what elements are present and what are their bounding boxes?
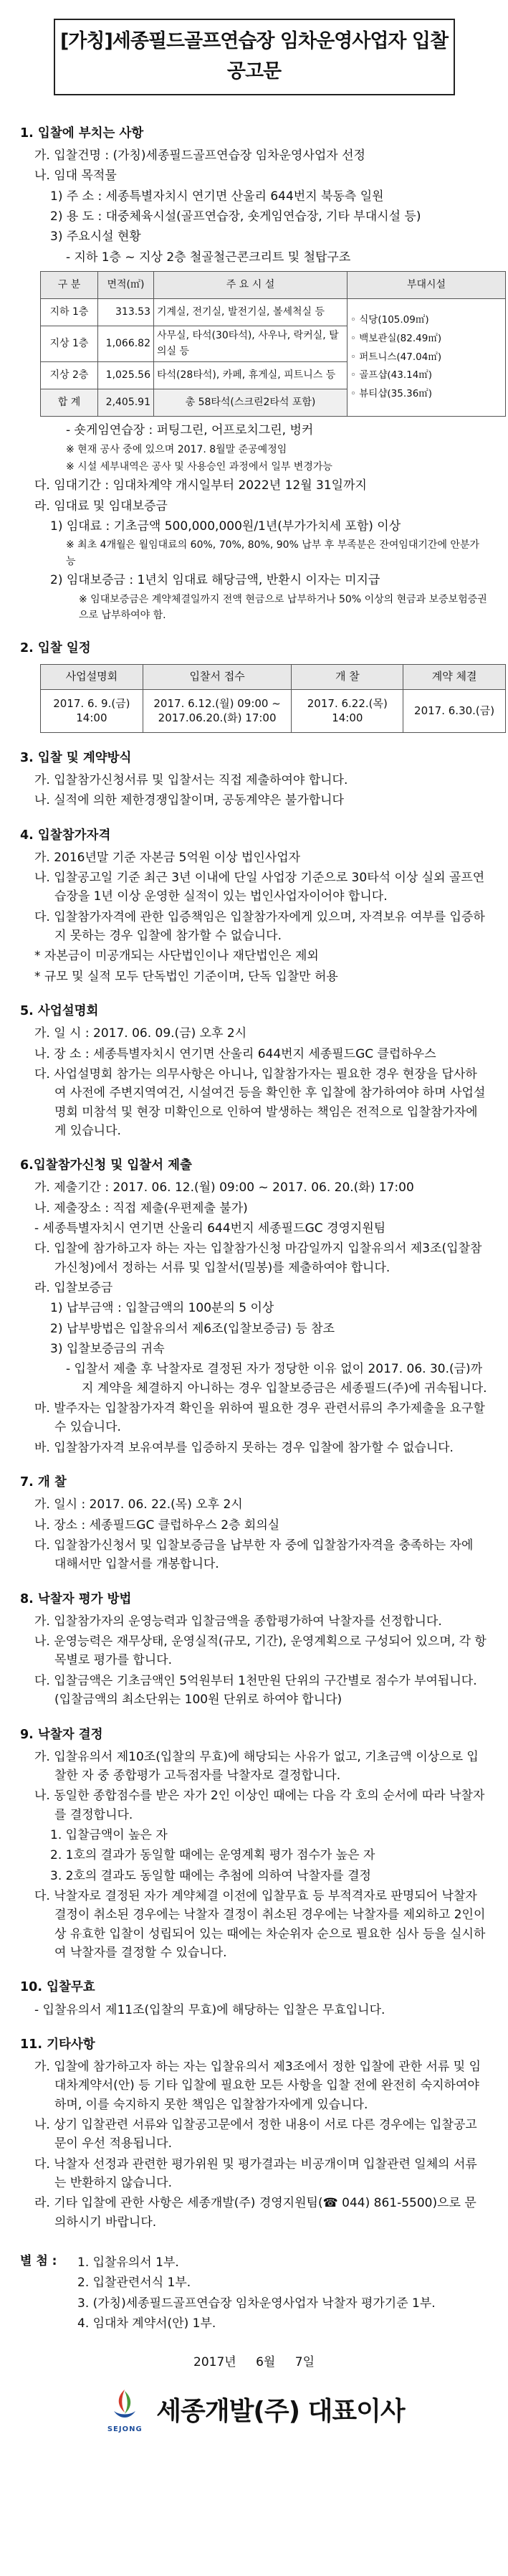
table-header: 주 요 시 설 [154, 271, 348, 298]
table-cell: 2017. 6.30.(금) [403, 689, 506, 732]
paragraph: 나. 임대 목적물 [34, 169, 117, 184]
note: ※ 현재 공사 중에 있으며 2017. 8월말 준공예정임 [66, 443, 287, 455]
paragraph: 2) 임대보증금 : 1년치 임대료 해당금액, 반환시 이자는 미지급 [50, 573, 380, 588]
paragraph: * 규모 및 실적 모두 단독법인 기준이며, 단독 입찰만 허용 [34, 969, 338, 984]
paragraph: 가. 입찰유의서 제10조(입찰의 무효)에 해당되는 사유가 없고, 기초금액 이상으로 입찰한 자 중 종합평가 고득점자를 낙찰자로 결정합니다. [34, 1749, 479, 1783]
paragraph: 나. 상기 입찰관련 서류와 입찰공고문에서 정한 내용이 서로 다른 경우에는 입찰공고문이 우선 적용됩니다. [34, 2118, 477, 2151]
paragraph: 나. 동일한 종합점수를 받은 자가 2인 이상인 때에는 다음 각 호의 순서에 따라 낙찰자를 결정합니다. [34, 1789, 485, 1822]
table-cell: 1,025.56 [98, 362, 154, 389]
section-heading: 10. 입찰무효 [20, 1980, 95, 1995]
paragraph: 3) 주요시설 현황 [50, 229, 141, 245]
paragraph: 다. 입찰참가자격에 관한 입증책임은 입찰참가자에게 있으며, 자격보유 여부를 입증하지 못하는 경우 입찰에 참가할 수 없습니다. [34, 909, 485, 943]
table-cell: 지하 1층 [41, 298, 98, 326]
table-cell: 지상 1층 [41, 326, 98, 361]
paragraph: 가. 입찰에 참가하고자 하는 자는 입찰유의서 제3조에서 정한 입찰에 관한 서류 및 임대차계약서(안) 등 기타 입찰에 필요한 모든 사항을 입찰 전에 완전히 숙지하여야 하며, 이를 숙지하지 못한 책임은 입찰참가자에게 있습니다. [34, 2060, 481, 2112]
paragraph: 라. 입찰보증금 [34, 1281, 113, 1296]
section-9 [20, 1725, 488, 1963]
list-item: ◦ 퍼트니스(47.04㎡) [350, 351, 442, 363]
section-6 [20, 1156, 488, 1457]
schedule-table [40, 664, 506, 732]
table-cell: 합 계 [41, 389, 98, 417]
table-cell: 2,405.91 [98, 389, 154, 417]
paragraph: 마. 발주자는 입찰참가자격 확인을 위하여 필요한 경우 관련서류의 추가제출을 요구할 수 있습니다. [34, 1401, 485, 1435]
appendix-item: 2. 입찰관련서식 1부. [77, 2276, 191, 2291]
paragraph: 가. 입찰참가자의 운영능력과 입찰금액을 종합평가하여 낙찰자를 선정합니다. [34, 1614, 442, 1629]
paragraph: 나. 장 소 : 세종특별자치시 연기면 산울리 644번지 세종필드GC 클럽하우스 [34, 1046, 436, 1061]
table-cell: 2017. 6.22.(목) 14:00 [292, 689, 403, 732]
section-heading: 2. 입찰 일정 [20, 641, 91, 656]
table-header: 계약 체결 [403, 665, 506, 689]
table-cell: 총 58타석(스크린2타석 포함) [154, 389, 348, 417]
paragraph: 2) 용 도 : 대중체육시설(골프연습장, 숏게임연습장, 기타 부대시설 등) [50, 209, 421, 224]
paragraph: 1) 주 소 : 세종특별자치시 연기면 산울리 644번지 북동측 일원 [50, 189, 384, 204]
paragraph: 나. 운영능력은 재무상태, 운영실적(규모, 기간), 운영계획으로 구성되어 있으며, 각 항목별로 평가를 합니다. [34, 1634, 487, 1668]
paragraph: 3. 2호의 결과도 동일할 때에는 추첨에 의하여 낙찰자를 결정 [50, 1868, 371, 1883]
paragraph: - 입찰서 제출 후 낙찰자로 결정된 자가 정당한 이유 없이 2017. 06. 30.(금)까지 계약을 체결하지 아니하는 경우 입찰보증금은 세종필드(주)에 귀속됩니다. [66, 1362, 487, 1396]
paragraph: 나. 실적에 의한 제한경쟁입찰이며, 공동계약은 불가합니다 [34, 793, 344, 808]
paragraph: 1) 납부금액 : 입찰금액의 100분의 5 이상 [50, 1301, 274, 1316]
list-item: ◦ 식당(105.09㎡) [350, 314, 429, 326]
paragraph: 다. 낙찰자 선정과 관련한 평가위원 및 평가결과는 비공개이며 입찰관련 일체의 서류는 반환하지 않습니다. [34, 2156, 477, 2191]
section-heading: 11. 기타사항 [20, 2037, 95, 2052]
paragraph: 다. 임대기간 : 임대차계약 개시일부터 2022년 12월 31일까지 [34, 478, 367, 493]
paragraph: 다. 사업설명회 참가는 의무사항은 아니나, 입찰참가자는 필요한 경우 현장을 답사하여 사전에 주변지역여건, 시설여건 등을 확인한 후 입찰에 참가하여야 하며 사업설명회 미참석 및 현장 미확인으로 인하여 발생하는 책임은 전적으로 입찰참가자에게 있습니다. [34, 1066, 486, 1138]
table-row [41, 689, 506, 732]
paragraph: 2) 납부방법은 입찰유의서 제6조(입찰보증금) 등 참조 [50, 1321, 335, 1336]
table-cell: 1,066.82 [98, 326, 154, 361]
paragraph: 2. 1호의 결과가 동일할 때에는 운영계획 평가 점수가 높은 자 [50, 1848, 375, 1863]
paragraph: 3) 입찰보증금의 귀속 [50, 1342, 165, 1357]
paragraph: 다. 입찰에 참가하고자 하는 자는 입찰참가신청 마감일까지 입찰유의서 제3조(입찰참가신청)에서 정하는 서류 및 입찰서(밀봉)를 제출하여야 합니다. [34, 1241, 482, 1275]
table-header: 사업설명회 [41, 665, 143, 689]
paragraph: 가. 일시 : 2017. 06. 22.(목) 오후 2시 [34, 1497, 243, 1512]
appendix-list [77, 2252, 436, 2334]
issuer-name: 세종개발(주) 대표이사 [156, 2396, 405, 2426]
paragraph: 나. 입찰공고일 기준 최근 3년 이내에 단일 사업장 기준으로 30타석 이상 실외 골프연습장을 1년 이상 운영한 실적이 있는 법인사업자이어야 합니다. [34, 870, 485, 904]
table-cell: 타석(28타석), 카페, 휴게실, 피트니스 등 [154, 362, 348, 389]
section-heading: 8. 낙찰자 평가 방법 [20, 1591, 132, 1606]
appendix-item: 1. 입찰유의서 1부. [77, 2255, 179, 2270]
section-heading: 6.입찰참가신청 및 입찰서 제출 [20, 1158, 192, 1173]
section-heading: 1. 입찰에 부치는 사항 [20, 126, 144, 141]
section-heading: 4. 입찰참가자격 [20, 828, 111, 843]
table-header: 개 찰 [292, 665, 403, 689]
section-5 [20, 1002, 488, 1140]
paragraph: - 숏게임연습장 : 퍼팅그린, 어프로치그린, 벙커 [66, 423, 314, 438]
announcement-date [20, 2353, 488, 2372]
signature-footer [20, 2387, 488, 2437]
section-4 [20, 826, 488, 987]
table-header: 구 분 [41, 271, 98, 298]
date-day: 7일 [294, 2355, 315, 2370]
paragraph: - 세종특별자치시 연기면 산울리 644번지 세종필드GC 경영지원팀 [34, 1221, 386, 1236]
annex-facilities-cell [348, 298, 506, 416]
paragraph: 1. 입찰금액이 높은 자 [50, 1828, 168, 1842]
paragraph: 가. 2016년말 기준 자본금 5억원 이상 법인사업자 [34, 850, 301, 865]
table-cell: 사무실, 타석(30타석), 사우나, 락커실, 탈의실 등 [154, 326, 348, 361]
section-11 [20, 2035, 488, 2232]
paragraph: 나. 제출장소 : 직접 제출(우편제출 불가) [34, 1201, 248, 1216]
date-year: 2017년 [193, 2355, 236, 2370]
paragraph: 다. 입찰금액은 기초금액인 5억원부터 1천만원 단위의 구간별로 점수가 부여됩니다.(입찰금액의 최소단위는 100원 단위로 하여야 합니다) [34, 1673, 477, 1708]
paragraph: 바. 입찰참가자격 보유여부를 입증하지 못하는 경우 입찰에 참가할 수 없습니다. [34, 1440, 454, 1455]
paragraph: 가. 제출기간 : 2017. 06. 12.(월) 09:00 ~ 2017. 06. 20.(화) 17:00 [34, 1180, 414, 1195]
table-cell: 313.53 [98, 298, 154, 326]
sejong-logo-icon [108, 2387, 141, 2423]
note: ※ 최초 4개월은 월임대료의 60%, 70%, 80%, 90% 납부 후 부족분은 잔여임대기간에 안분가능 [66, 539, 480, 567]
note: ※ 시설 세부내역은 공사 및 사용승인 과정에서 일부 변경가능 [66, 460, 332, 473]
table-cell: 2017. 6.12.(월) 09:00 ~ 2017.06.20.(화) 17:00 [143, 689, 292, 732]
note: ※ 임대보증금은 계약체결일까지 전액 현금으로 납부하거나 50% 이상의 현금과 보증보험증권으로 납부하여야 함. [79, 593, 487, 621]
date-month: 6월 [256, 2355, 276, 2370]
logo-text: SEJONG [107, 2425, 143, 2433]
appendix-label: 별 첨 : [20, 2254, 57, 2269]
facility-table [40, 271, 506, 417]
section-8 [20, 1590, 488, 1710]
table-cell: 2017. 6. 9.(금) 14:00 [41, 689, 143, 732]
section-heading: 3. 입찰 및 계약방식 [20, 750, 132, 765]
page-title: [가칭]세종필드골프연습장 임차운영사업자 입찰공고문 [54, 19, 455, 95]
table-cell: 지상 2층 [41, 362, 98, 389]
list-item: ◦ 뷰티샵(35.36㎡) [350, 388, 433, 400]
section-2 [20, 639, 495, 732]
table-header: 입찰서 접수 [143, 665, 292, 689]
table-header: 부대시설 [348, 271, 506, 298]
appendix-item: 4. 임대차 계약서(안) 1부. [77, 2316, 216, 2331]
section-3 [20, 749, 488, 810]
paragraph: 가. 일 시 : 2017. 06. 09.(금) 오후 2시 [34, 1026, 247, 1041]
section-heading: 7. 개 찰 [20, 1475, 67, 1490]
company-logo [103, 2387, 146, 2437]
paragraph: 나. 장소 : 세종필드GC 클럽하우스 2층 회의실 [34, 1517, 280, 1533]
paragraph: 다. 낙찰자로 결정된 자가 계약체결 이전에 입찰무효 등 부적격자로 판명되어 낙찰자 결정이 취소된 경우에는 낙찰자 결정이 취소된 경우에는 낙찰자를 제외하고 2인이상 유효한 입찰이 성립되어 있는 때에는 차순위자 순으로 필요한 심사 등을 실시하여 낙찰자를 결정할 수 있습니다. [34, 1889, 486, 1961]
paragraph: - 입찰유의서 제11조(입찰의 무효)에 해당하는 입찰은 무효입니다. [34, 2002, 385, 2017]
appendix-item: 3. (가칭)세종필드골프연습장 임차운영사업자 낙찰자 평가기준 1부. [77, 2296, 436, 2311]
list-item: ◦ 백보관실(82.49㎡) [350, 333, 442, 345]
paragraph: 가. 입찰건명 : (가칭)세종필드골프연습장 임차운영사업자 선정 [34, 148, 365, 163]
paragraph: * 자본금이 미공개되는 사단법인이나 재단법인은 제외 [34, 949, 319, 964]
paragraph: 가. 입찰참가신청서류 및 입찰서는 직접 제출하여야 합니다. [34, 772, 348, 787]
table-header: 면적(㎡) [98, 271, 154, 298]
paragraph: 라. 임대료 및 임대보증금 [34, 498, 168, 513]
appendix [20, 2252, 488, 2334]
table-cell: 기계실, 전기실, 발전기실, 볼세척실 등 [154, 298, 348, 326]
section-7 [20, 1473, 488, 1574]
section-1 [20, 124, 488, 624]
section-heading: 5. 사업설명회 [20, 1004, 99, 1019]
section-heading: 9. 낙찰자 결정 [20, 1727, 103, 1742]
paragraph: 다. 입찰참가신청서 및 입찰보증금을 납부한 자 중에 입찰참가자격을 충족하는 자에 대해서만 입찰서를 개봉합니다. [34, 1538, 474, 1572]
list-item: ◦ 골프샵(43.14㎡) [350, 369, 433, 382]
paragraph: - 지하 1층 ~ 지상 2층 철골철근콘크리트 및 철탑구조 [66, 250, 351, 265]
paragraph: 라. 기타 입찰에 관한 사항은 세종개발(주) 경영지원팀(☎ 044) 861-5500)으로 문의하시기 바랍니다. [34, 2196, 476, 2230]
paragraph: 1) 임대료 : 기초금액 500,000,000원/1년(부가가치세 포함) 이상 [50, 519, 401, 534]
table-row [41, 298, 506, 326]
section-10 [20, 1978, 488, 2019]
appendix-block [20, 2252, 488, 2334]
